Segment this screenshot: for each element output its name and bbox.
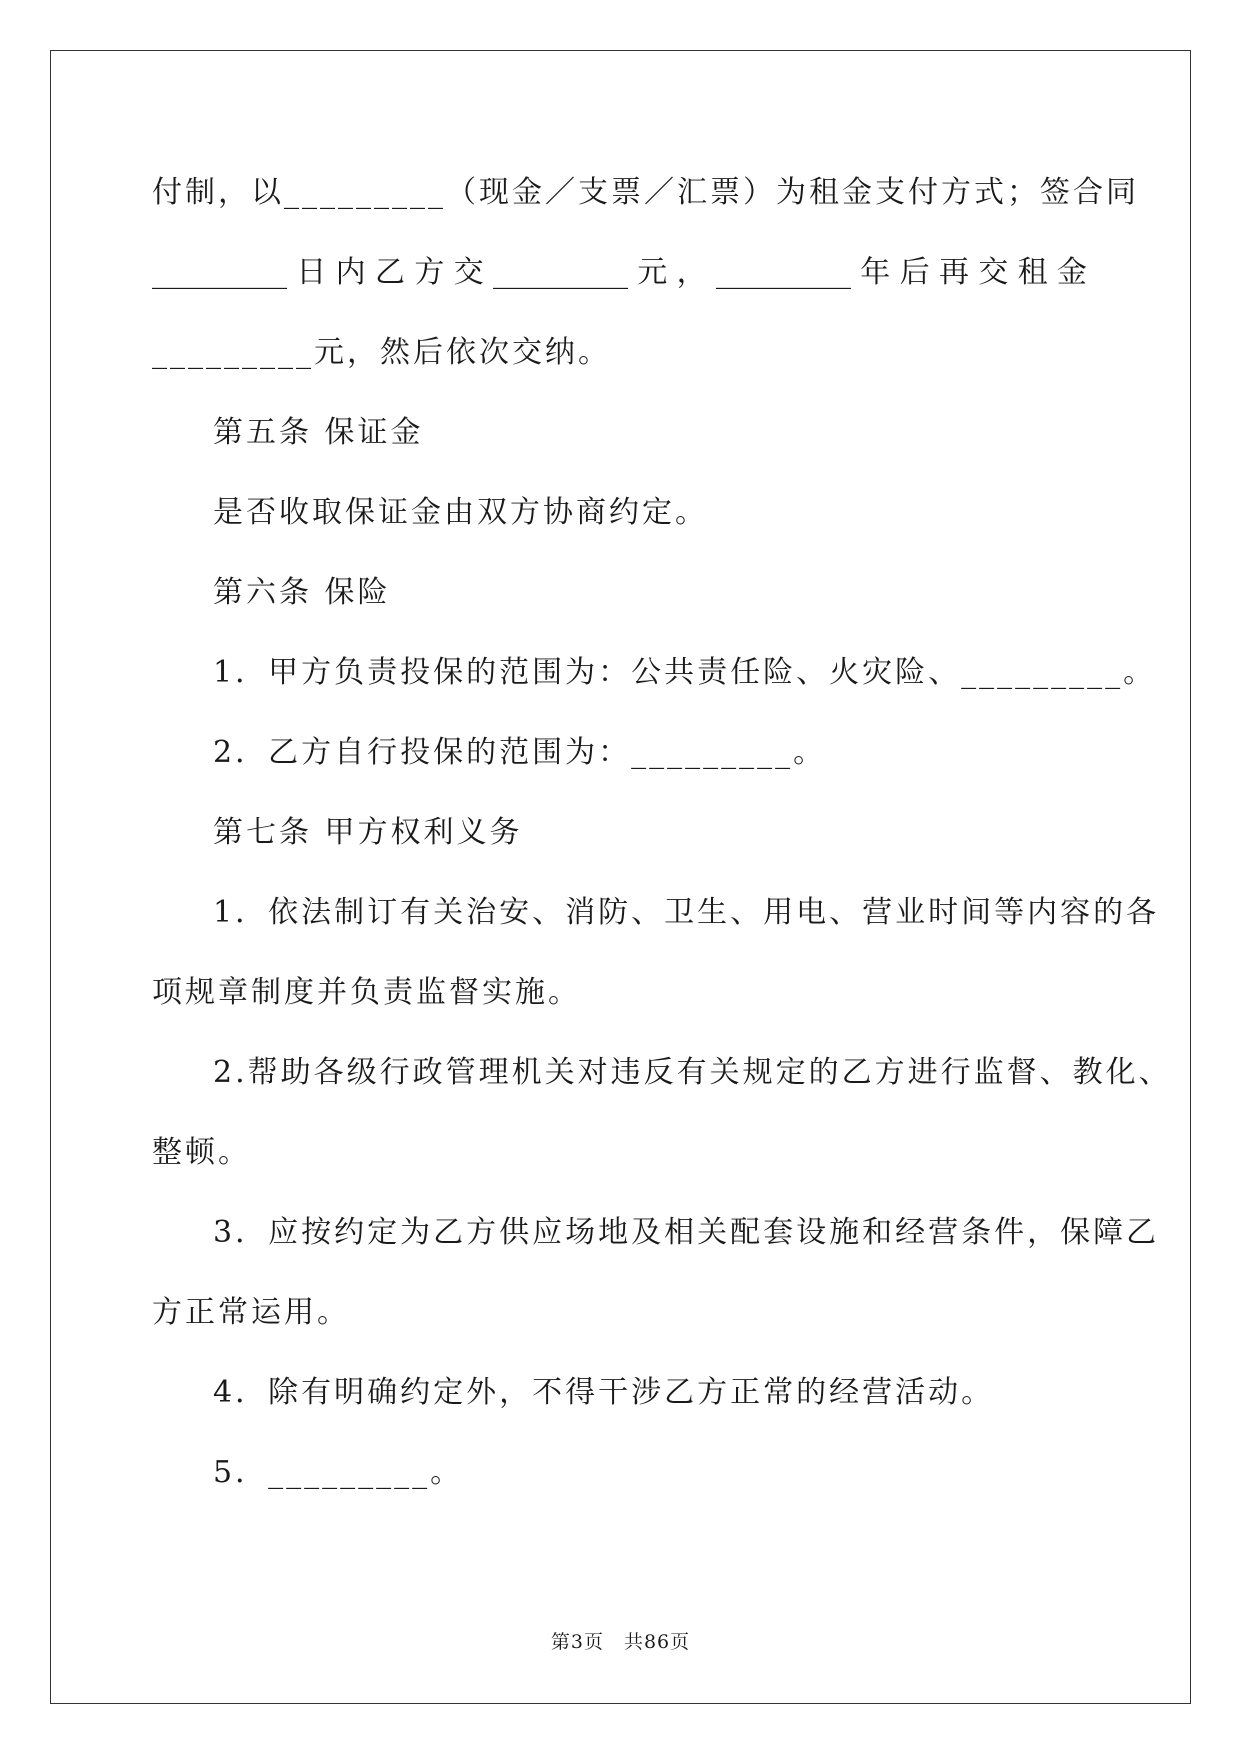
text-segment: 内: [335, 255, 366, 290]
blank-field: _________: [492, 255, 628, 290]
text-segment: 后: [899, 255, 930, 290]
text-segment: 租: [1017, 255, 1048, 290]
section-heading-party-a-rights: 第七条 甲方权利义务: [213, 815, 523, 850]
text-segment: 交: [453, 255, 484, 290]
list-item-rights-1: 1．依法制订有关治安、消防、卫生、用电、营业时间等内容的各: [213, 895, 1160, 930]
list-item-insurance-1: 1．甲方负责投保的范围为：公共责任险、火灾险、_________。: [213, 655, 1157, 690]
text-segment: 金: [1056, 255, 1087, 290]
text-segment: ，: [676, 255, 707, 290]
list-item-rights-5: 5．_________。: [213, 1455, 464, 1490]
contract-line-payment-schedule: [152, 253, 1087, 293]
list-item-insurance-2: 2．乙方自行投保的范围为：_________。: [213, 735, 827, 770]
page-number-footer: 第3页 共86页: [550, 1631, 691, 1653]
list-item-rights-2: 2.帮助各级行政管理机关对违反有关规定的乙方进行监督、教化、: [213, 1055, 1172, 1090]
text-segment: 日: [296, 255, 327, 290]
list-item-rights-3-continued: 方正常运用。: [152, 1295, 350, 1330]
list-item-rights-3: 3．应按约定为乙方供应场地及相关配套设施和经营条件，保障乙: [213, 1215, 1160, 1250]
list-item-rights-1-continued: 项规章制度并负责监督实施。: [152, 975, 581, 1010]
section-heading-deposit: 第五条 保证金: [213, 415, 424, 450]
text-segment: 交: [978, 255, 1009, 290]
contract-line-payment-method: 付制，以_________（现金／支票／汇票）为租金支付方式；签合同: [152, 175, 1139, 210]
blank-field: _________: [715, 255, 851, 290]
contract-line-payment-remainder: _________元，然后依次交纳。: [152, 335, 611, 370]
paragraph-deposit: 是否收取保证金由双方协商约定。: [213, 495, 708, 530]
text-segment: 年: [860, 255, 891, 290]
section-heading-insurance: 第六条 保险: [213, 575, 391, 610]
blank-field: _________: [152, 255, 287, 290]
list-item-rights-2-continued: 整顿。: [152, 1135, 251, 1170]
text-segment: 元: [637, 255, 668, 290]
text-segment: 再: [938, 255, 969, 290]
text-segment: 方: [414, 255, 445, 290]
list-item-rights-4: 4．除有明确约定外，不得干涉乙方正常的经营活动。: [213, 1375, 995, 1410]
text-segment: 乙: [374, 255, 405, 290]
